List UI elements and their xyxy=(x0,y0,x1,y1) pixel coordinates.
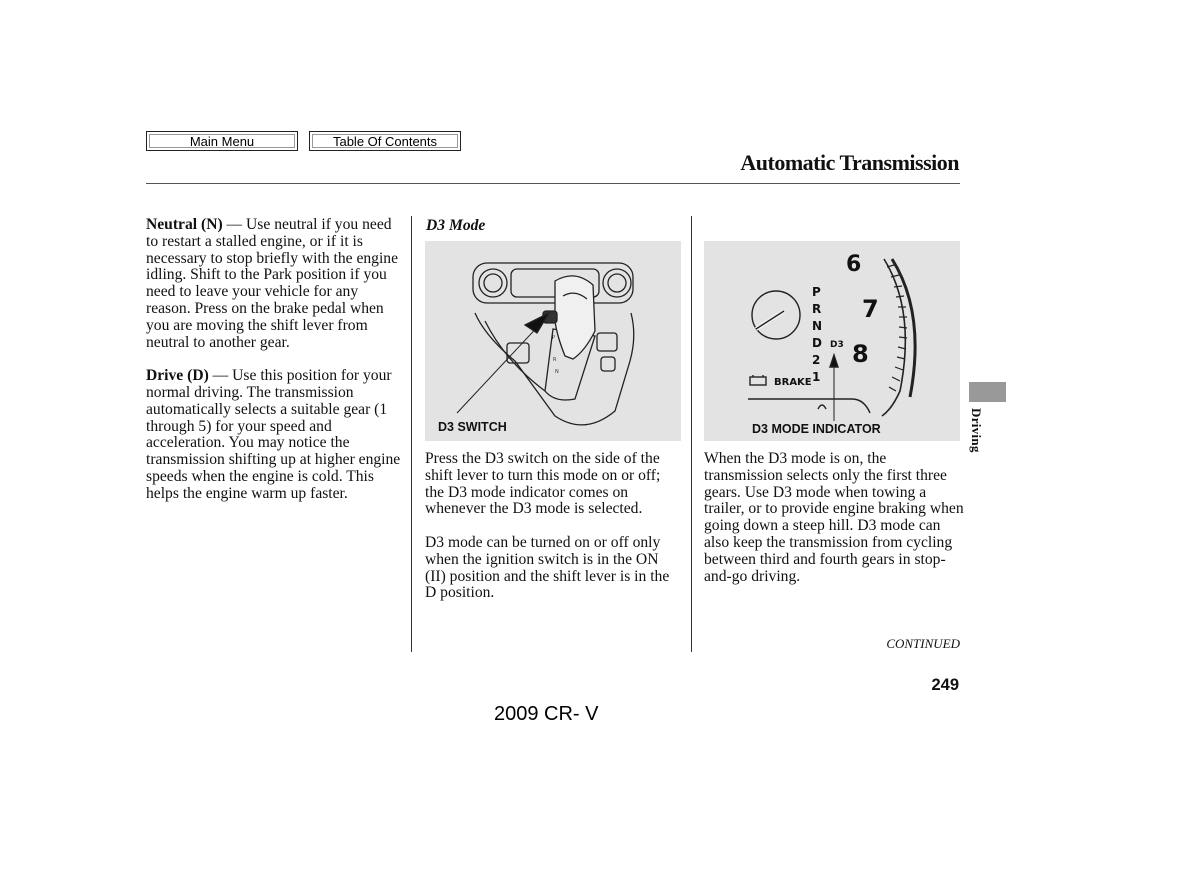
neutral-paragraph xyxy=(146,217,404,351)
table-of-contents-button[interactable]: Table Of Contents xyxy=(309,131,461,151)
d3-mode-heading: D3 Mode xyxy=(426,217,486,234)
tach-6: 6 xyxy=(846,252,862,277)
drive-text: — Use this position for your normal driving. The transmission automatically selects a suitable gear (1 through 5) for your speed and acceleration. You may notice the transmission shifting up at higher engine speeds when the engine is cold. This helps the engine warm up faster. xyxy=(146,367,401,502)
d3-mode-paragraph: When the D3 mode is on, the transmission selects only the first three gears. Use D3 mode when towing a trailer, or to provide engine braking when going down a steep hill. D3 mode can also keep the transmission from cycling between third and fourth gears in stop-and-go driving. xyxy=(704,450,964,585)
section-tab-marker xyxy=(969,382,1006,402)
footer-model: 2009 CR- V xyxy=(494,703,599,725)
d3-label: D3 xyxy=(830,340,844,350)
d3-ignition-paragraph: D3 mode can be turned on or off only when the ignition switch is in the ON (II) position and the shift lever is in the D position. xyxy=(425,533,670,602)
column-1 xyxy=(146,217,404,519)
shift-lever-drawing xyxy=(425,241,681,441)
neutral-term: Neutral (N) xyxy=(146,216,223,233)
svg-text:R: R xyxy=(553,357,557,363)
tach-8: 8 xyxy=(852,340,869,368)
drive-term: Drive (D) xyxy=(146,367,209,385)
column-divider xyxy=(411,216,412,652)
d3-switch-caption: D3 SWITCH xyxy=(438,420,507,434)
gear-n: N xyxy=(812,319,823,333)
gear-d: D xyxy=(812,336,822,350)
gear-p: P xyxy=(812,285,821,299)
continued-label: CONTINUED xyxy=(886,636,960,651)
tach-7: 7 xyxy=(862,295,879,323)
gear-r: R xyxy=(812,302,822,316)
main-menu-button[interactable]: Main Menu xyxy=(146,131,298,151)
column-divider xyxy=(691,216,692,652)
section-tab-label: Driving xyxy=(969,408,984,453)
neutral-text: — Use neutral if you need to restart a stalled engine, or if it is necessary to stop briefly with the engine idling. Shift to the Park position if you need to leave your vehicle for any reason. Press on the brake pedal when you are moving the shift lever from neutral to another gear. xyxy=(146,216,399,351)
gear-2: 2 xyxy=(812,353,821,367)
d3-mode-indicator-caption: D3 MODE INDICATOR xyxy=(752,422,881,436)
d3-switch-illustration xyxy=(425,241,681,441)
drive-paragraph xyxy=(146,368,404,502)
gear-1: 1 xyxy=(812,370,821,384)
d3-switch-paragraph: Press the D3 switch on the side of the shift lever to turn this mode on or off; the D3 mode indicator comes on whenever the D3 mode is selected. xyxy=(425,450,661,518)
column-2 xyxy=(425,451,683,619)
column-3 xyxy=(704,451,966,602)
svg-text:N: N xyxy=(555,369,559,375)
header-rule xyxy=(146,183,960,184)
page-number: 249 xyxy=(931,676,959,694)
brake-label: BRAKE xyxy=(774,377,812,388)
page-title: Automatic Transmission xyxy=(740,150,959,175)
d3-mode-indicator-illustration xyxy=(704,241,960,441)
instrument-cluster-drawing xyxy=(704,241,960,441)
svg-text:P: P xyxy=(552,335,556,341)
